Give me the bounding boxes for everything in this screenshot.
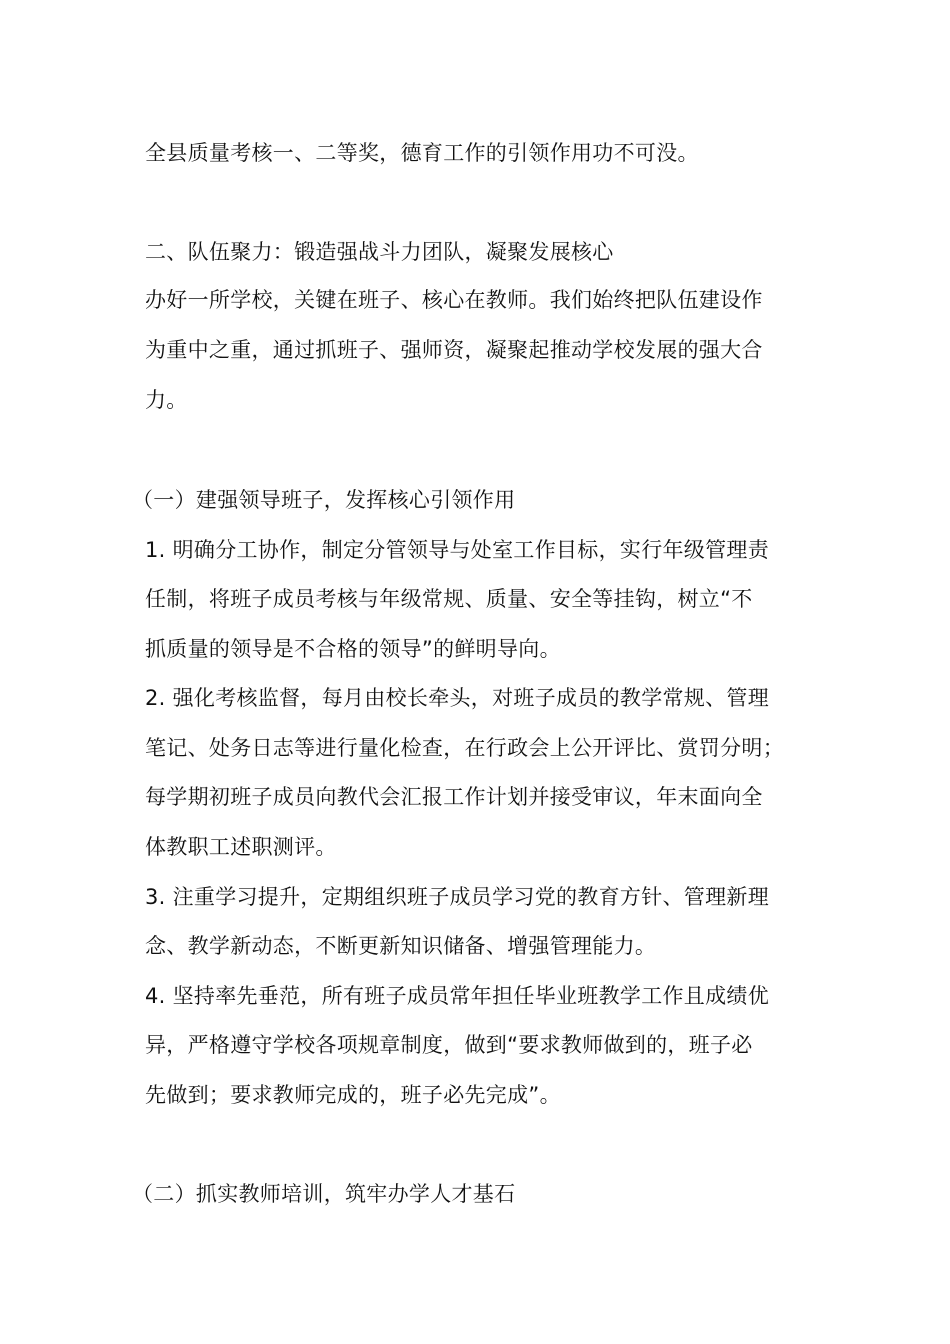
paragraph-line: 力。 [145,388,188,412]
paragraph-line: 为重中之重，通过抓班子、强师资，凝聚起推动学校发展的强大合 [145,338,763,362]
paragraph-line: 先做到；要求教师完成的，班子必先完成”。 [145,1083,561,1107]
paragraph-line: 任制，将班子成员考核与年级常规、质量、安全等挂钩，树立“不 [145,587,753,611]
subsection-heading: （二）抓实教师培训，筑牢办学人才基石 [132,1182,516,1206]
paragraph-line: 3. 注重学习提升，定期组织班子成员学习党的教育方针、管理新理 [145,885,770,909]
paragraph-line: 1. 明确分工协作，制定分管领导与处室工作目标，实行年级管理责 [145,538,770,562]
paragraph-line: 笔记、处务日志等进行量化检查，在行政会上公开评比、赏罚分明； [145,736,784,760]
paragraph-line: 办好一所学校，关键在班子、核心在教师。我们始终把队伍建设作 [145,288,763,312]
paragraph-line: 2. 强化考核监督，每月由校长牵头，对班子成员的教学常规、管理 [145,686,770,710]
subsection-heading: （一）建强领导班子，发挥核心引领作用 [132,488,516,512]
paragraph-line: 全县质量考核一、二等奖，德育工作的引领作用功不可没。 [145,141,699,165]
paragraph-line: 体教职工述职测评。 [145,835,337,859]
paragraph-line: 异，严格遵守学校各项规章制度，做到“要求教师做到的，班子必 [145,1033,753,1057]
section-heading: 二、队伍聚力：锻造强战斗力团队，凝聚发展核心 [145,240,614,264]
paragraph-line: 抓质量的领导是不合格的领导”的鲜明导向。 [145,637,561,661]
paragraph-line: 4. 坚持率先垂范，所有班子成员常年担任毕业班教学工作且成绩优 [145,984,770,1008]
paragraph-line: 念、教学新动态，不断更新知识储备、增强管理能力。 [145,934,657,958]
paragraph-line: 每学期初班子成员向教代会汇报工作计划并接受审议，年末面向全 [145,785,763,809]
